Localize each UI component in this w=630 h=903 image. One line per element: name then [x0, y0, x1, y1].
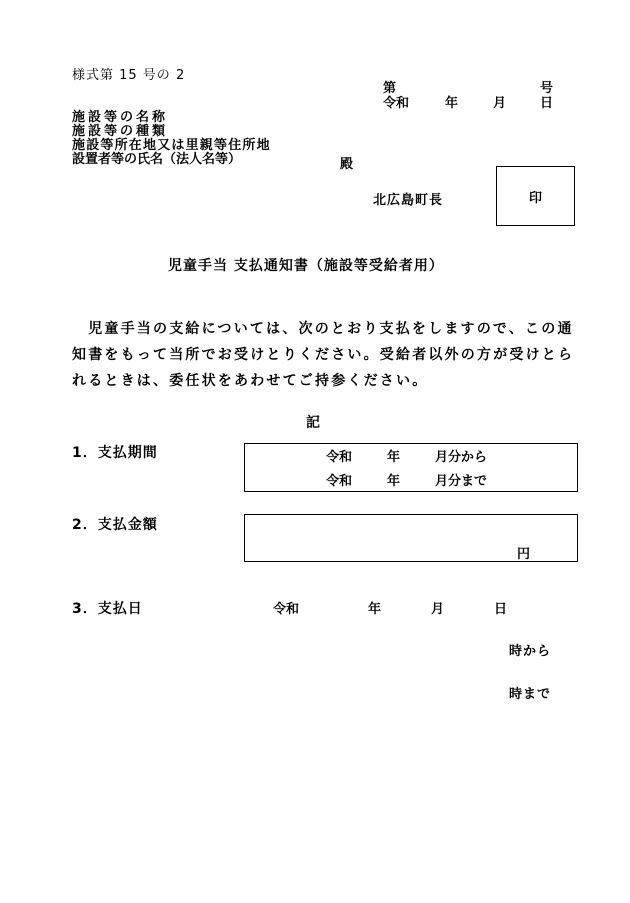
honorific: 殿 — [340, 157, 354, 172]
document-number-prefix: 第 — [383, 81, 397, 96]
seal-label: 印 — [528, 190, 542, 206]
payment-date-era: 令和 — [273, 602, 300, 617]
form-number: 様式第 15 号の 2 — [72, 68, 186, 83]
period-from-month: 月分から — [435, 450, 488, 465]
payment-period-label: 1．支払期間 — [72, 445, 158, 461]
issue-date-day: 日 — [540, 96, 554, 111]
ki-heading: 記 — [306, 415, 320, 431]
period-to-month: 月分まで — [435, 474, 488, 489]
seal-box — [496, 166, 575, 226]
period-to-era: 令和 — [326, 474, 353, 489]
document-title: 児童手当 支払通知書（施設等受給者用） — [168, 258, 444, 274]
facility-address-label: 施設等所在地又は里親等住所地 — [72, 138, 271, 153]
period-from-year: 年 — [387, 450, 401, 465]
founder-name-label: 設置者等の氏名（法人名等） — [72, 152, 242, 167]
issue-date-month: 月 — [493, 96, 507, 111]
payment-date-month: 月 — [431, 602, 445, 617]
notice-body-line: 児童手当の支給については、次のとおり支払をしますので、この通 — [72, 321, 574, 337]
payment-period-box — [244, 443, 578, 492]
notice-body-line: 知書をもって当所でお受けとりください。受給者以外の方が受けとら — [72, 347, 575, 363]
notice-body-line: れるときは、委任状をあわせてご持参ください。 — [72, 373, 429, 389]
period-from-era: 令和 — [326, 450, 353, 465]
document-number-suffix: 号 — [540, 81, 554, 96]
facility-type-label: 施設等の種類 — [72, 124, 169, 139]
issuer-name: 北広島町長 — [373, 193, 444, 208]
issue-date-year: 年 — [445, 96, 459, 111]
payment-date-year: 年 — [368, 602, 382, 617]
period-to-year: 年 — [387, 474, 401, 489]
payment-time-to: 時まで — [509, 687, 552, 702]
payment-date-label: 3．支払日 — [72, 601, 143, 617]
payment-time-from: 時から — [509, 644, 552, 659]
facility-name-label: 施設等の名称 — [72, 110, 169, 125]
notice-body — [72, 316, 575, 394]
issue-date-era: 令和 — [383, 96, 410, 111]
payment-date-day: 日 — [494, 602, 508, 617]
currency-unit: 円 — [517, 547, 531, 562]
payment-amount-label: 2．支払金額 — [72, 517, 158, 533]
